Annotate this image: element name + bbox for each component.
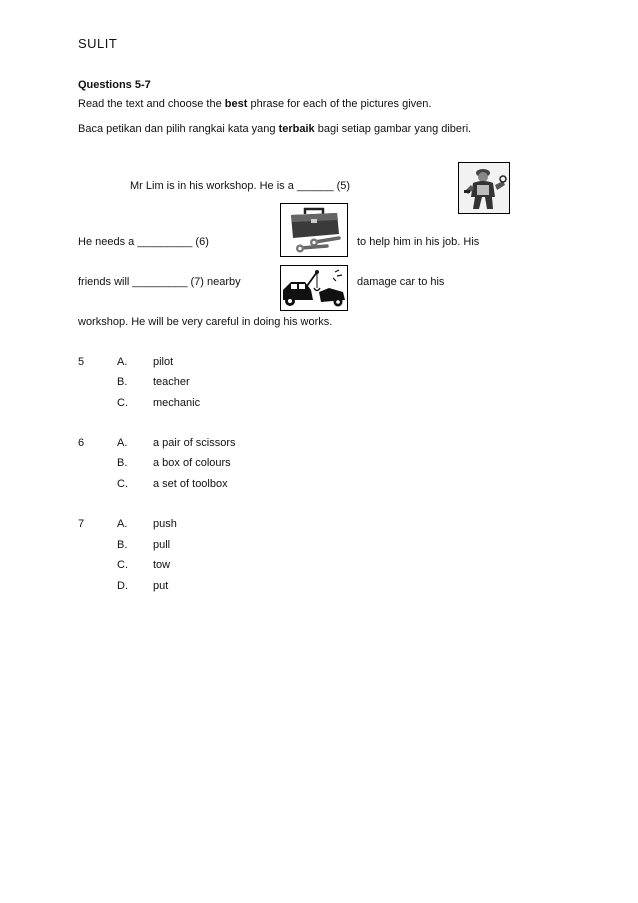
toolbox-icon	[281, 204, 347, 256]
option-text: tow	[153, 559, 171, 571]
option-text: a set of toolbox	[153, 478, 228, 490]
option-text: push	[153, 518, 177, 530]
question-number: 6	[78, 437, 85, 449]
question-6-option-a[interactable]	[0, 437, 638, 453]
question-5-option-c[interactable]	[0, 397, 638, 413]
option-letter: C.	[117, 478, 128, 490]
option-letter: A.	[117, 437, 128, 449]
question-6-option-b[interactable]	[0, 457, 638, 473]
question-7-option-b[interactable]	[0, 539, 638, 555]
instruction-english-text-end: phrase for each of the pictures given.	[247, 98, 432, 110]
question-5-option-a[interactable]	[0, 356, 638, 372]
passage-line-2-right: to help him in his job. His	[357, 236, 480, 248]
option-text: a pair of scissors	[153, 437, 236, 449]
passage-line-3-right: damage car to his	[357, 276, 445, 288]
question-7-option-c[interactable]	[0, 559, 638, 575]
instruction-malay	[78, 123, 471, 135]
instruction-malay-text-end: bagi setiap gambar yang diberi.	[314, 123, 472, 135]
question-7-option-d[interactable]	[0, 580, 638, 596]
option-letter: B.	[117, 376, 128, 388]
passage-line-3-left: friends will _________ (7) nearby	[78, 276, 241, 288]
option-text: mechanic	[153, 397, 201, 409]
option-text: put	[153, 580, 169, 592]
question-5-option-b[interactable]	[0, 376, 638, 392]
passage-line-2-left: He needs a _________ (6)	[78, 236, 209, 248]
instruction-malay-bold: terbaik	[278, 123, 315, 135]
question-7-option-a[interactable]	[0, 518, 638, 534]
mechanic-picture	[458, 162, 510, 214]
option-letter: A.	[117, 356, 128, 368]
mechanic-icon	[459, 163, 509, 213]
tow-truck-icon	[281, 266, 347, 310]
option-text: a box of colours	[153, 457, 231, 469]
option-text: pull	[153, 539, 171, 551]
question-number: 5	[78, 356, 85, 368]
option-letter: B.	[117, 539, 128, 551]
passage-line-4: workshop. He will be very careful in doing his works.	[78, 316, 333, 328]
option-letter: A.	[117, 518, 128, 530]
section-title: Questions 5-7	[78, 79, 151, 91]
instruction-malay-text: Baca petikan dan pilih rangkai kata yang	[78, 123, 279, 135]
instruction-english	[78, 98, 431, 110]
toolbox-picture	[280, 203, 348, 257]
question-number: 7	[78, 518, 85, 530]
option-text: teacher	[153, 376, 190, 388]
option-letter: C.	[117, 397, 128, 409]
option-text: pilot	[153, 356, 174, 368]
instruction-english-bold: best	[224, 98, 248, 110]
instruction-english-text: Read the text and choose the	[78, 98, 225, 110]
page-header: SULIT	[78, 36, 118, 51]
option-letter: D.	[117, 580, 128, 592]
passage-line-1: Mr Lim is in his workshop. He is a ______ (5)	[130, 180, 351, 192]
option-letter: B.	[117, 457, 128, 469]
tow-truck-picture	[280, 265, 348, 311]
question-6-option-c[interactable]	[0, 478, 638, 494]
option-letter: C.	[117, 559, 128, 571]
